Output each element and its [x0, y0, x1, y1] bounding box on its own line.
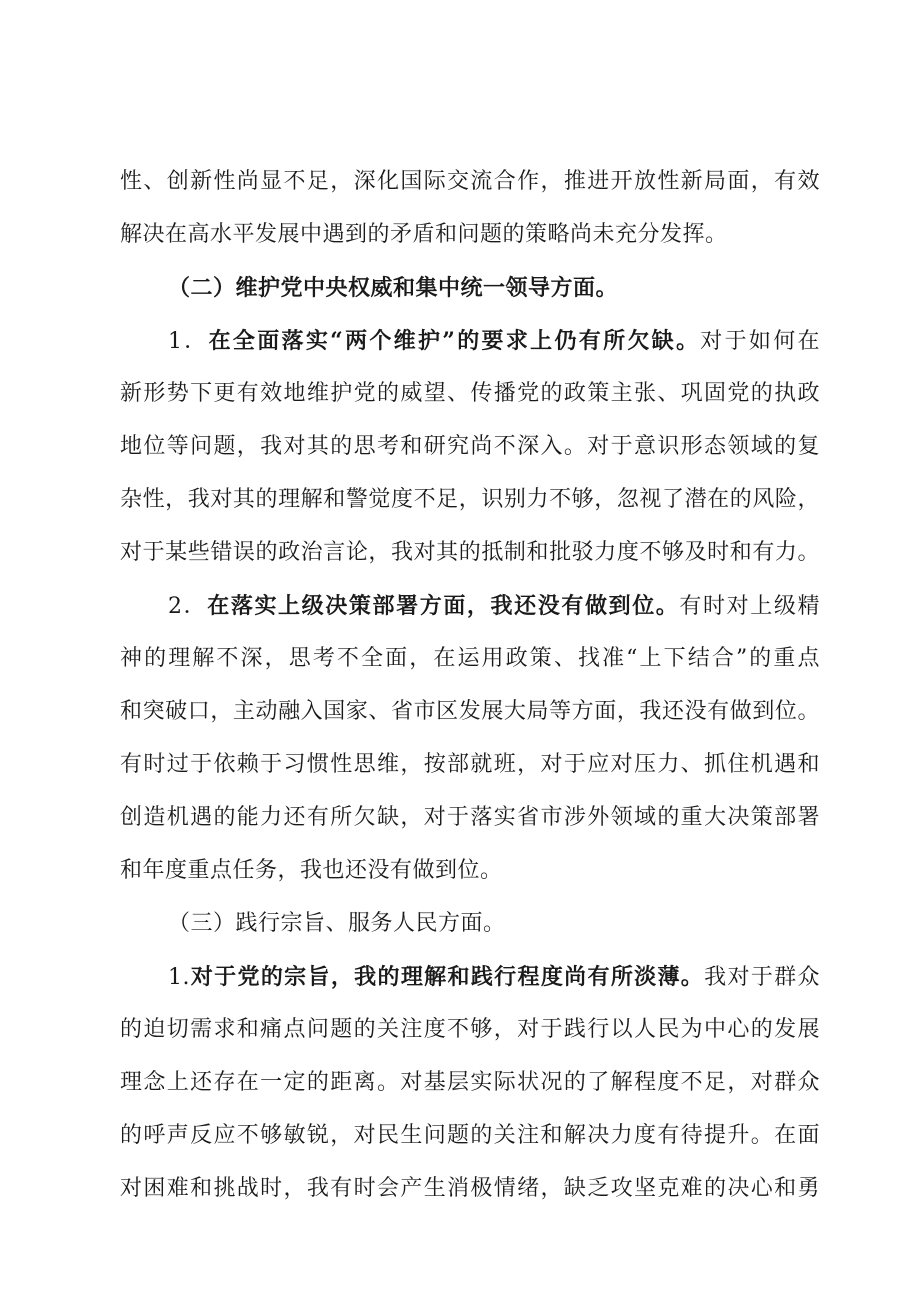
item-rest: 我对于群众 [704, 965, 820, 990]
paragraph-line: 理念上还存在一定的距离。对基层实际状况的了解程度不足，对群众 [120, 1070, 820, 1095]
paragraph-line: 新形势下更有效地维护党的威望、传播党的政策主张、巩固党的执政 [120, 381, 820, 406]
paragraph-line: 的迫切需求和痛点问题的关注度不够，对于践行以人民为中心的发展 [120, 1017, 820, 1042]
item-number: 1． [168, 329, 209, 354]
paragraph-line: 对困难和挑战时，我有时会产生消极情绪，缺乏攻坚克难的决心和勇 [120, 1176, 820, 1201]
item-number: 2． [168, 594, 208, 619]
item-3-first-line [168, 962, 820, 993]
paragraph-line: 和突破口，主动融入国家、省市区发展大局等方面，我还没有做到位。 [120, 699, 820, 724]
item-number: 1. [168, 965, 190, 990]
section-heading-3: （三）践行宗旨、服务人民方面。 [168, 911, 506, 936]
item-rest: 对于如何在 [700, 329, 820, 354]
paragraph-line: 和年度重点任务，我也还没有做到位。 [120, 858, 503, 883]
paragraph-line: 杂性，我对其的理解和警觉度不足，识别力不够，忽视了潜在的风险， [120, 487, 820, 512]
section-heading-2: （二）维护党中央权威和集中统一领导方面。 [168, 275, 619, 301]
item-bold-lead: 在全面落实“两个维护”的要求上仍有所欠缺。 [208, 328, 701, 354]
paragraph-line: 解决在高水平发展中遇到的矛盾和问题的策略尚未充分发挥。 [120, 222, 728, 247]
item-bold-lead: 在落实上级决策部署方面，我还没有做到位。 [207, 593, 680, 619]
paragraph-line: 地位等问题，我对其的思考和研究尚不深入。对于意识形态领域的复 [120, 434, 820, 459]
paragraph-line: 创造机遇的能力还有所欠缺，对于落实省市涉外领域的重大决策部署 [120, 805, 820, 830]
item-2-first-line [168, 591, 820, 622]
paragraph-line: 对于某些错误的政治言论，我对其的抵制和批驳力度不够及时和有力。 [120, 540, 820, 565]
paragraph-line: 性、创新性尚显不足，深化国际交流合作，推进开放性新局面，有效 [120, 169, 820, 194]
paragraph-line: 的呼声反应不够敏锐，对民生问题的关注和解决力度有待提升。在面 [120, 1123, 820, 1148]
item-rest: 有时对上级精 [679, 594, 820, 619]
item-bold-lead: 对于党的宗旨，我的理解和践行程度尚有所淡薄。 [190, 964, 705, 990]
paragraph-line: 神的理解不深，思考不全面，在运用政策、找准“上下结合”的重点 [120, 646, 820, 671]
item-1-first-line [168, 326, 820, 357]
paragraph-line: 有时过于依赖于习惯性思维，按部就班，对于应对压力、抓住机遇和 [120, 752, 820, 777]
